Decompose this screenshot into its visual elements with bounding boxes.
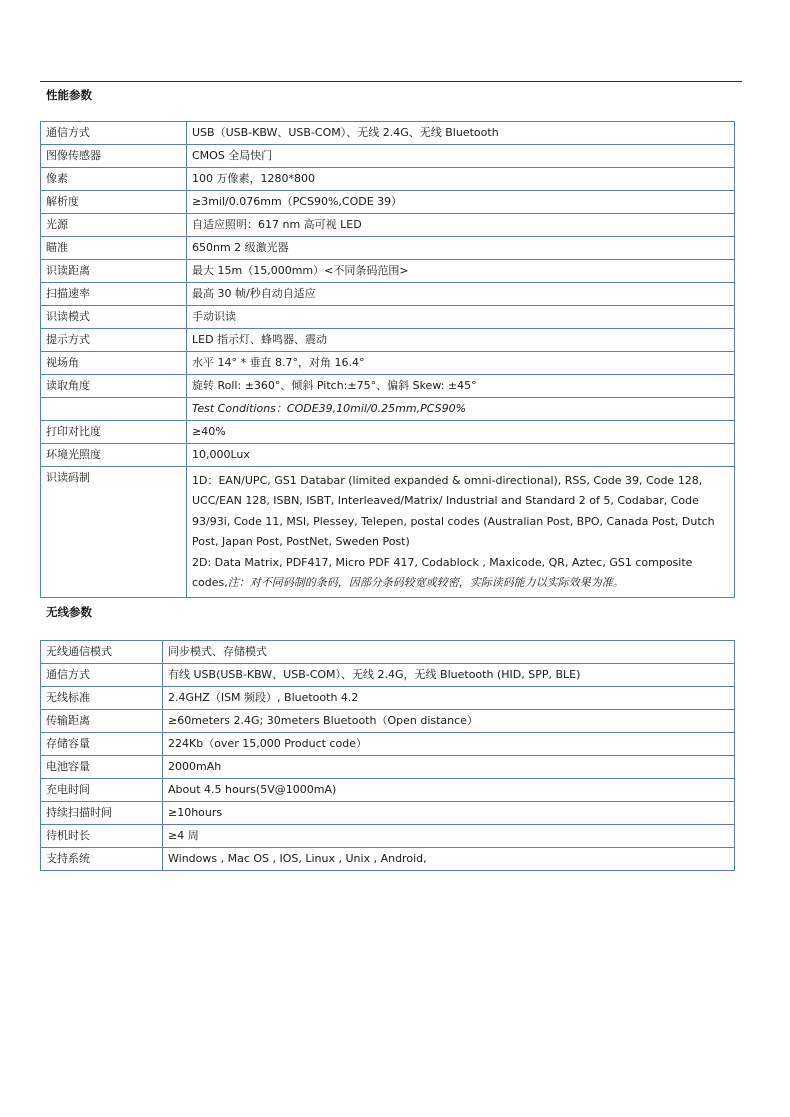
spec-key: 视场角 [41, 352, 187, 375]
table-row [41, 467, 735, 598]
spec-value: 旋转 Roll: ±360°、倾斜 Pitch:±75°、偏斜 Skew: ±45° [187, 375, 735, 398]
table-row [41, 352, 735, 375]
spec-value: ≥4 周 [163, 825, 735, 848]
spec-value: 最高 30 帧/秒自动自适应 [187, 283, 735, 306]
table-row [41, 375, 735, 398]
symbologies-line: Post, Japan Post, PostNet, Sweden Post) [192, 535, 410, 549]
symbologies-note: 注：对不同码制的条码，因部分条码较宽或较密，实际读码能力以实际效果为准。 [227, 576, 624, 590]
spec-value: About 4.5 hours(5V@1000mA) [163, 779, 735, 802]
table-row [41, 237, 735, 260]
spec-key: 无线通信模式 [41, 641, 163, 664]
table-row [41, 687, 735, 710]
spec-key: 识读距离 [41, 260, 187, 283]
table-row [41, 398, 735, 421]
spec-key: 扫描速率 [41, 283, 187, 306]
spec-key: 提示方式 [41, 329, 187, 352]
spec-key: 无线标准 [41, 687, 163, 710]
table-row [41, 779, 735, 802]
table-row [41, 168, 735, 191]
table-row [41, 421, 735, 444]
symbologies-prefix: codes, [192, 576, 228, 590]
table-row [41, 848, 735, 871]
spec-value: ≥3mil/0.076mm（PCS90%,CODE 39） [187, 191, 735, 214]
spec-value: CMOS 全局快门 [187, 145, 735, 168]
symbologies-line: 93/93i, Code 11, MSI, Plessey, Telepen, postal codes (Australian Post, BPO, Canada Post, Dutch [192, 514, 715, 528]
spec-value: 2000mAh [163, 756, 735, 779]
spec-value: 2.4GHZ（ISM 频段）, Bluetooth 4.2 [163, 687, 735, 710]
table-row [41, 641, 735, 664]
table-row [41, 444, 735, 467]
spec-key: 瞄准 [41, 237, 187, 260]
spec-key: 光源 [41, 214, 187, 237]
spec-value: LED 指示灯、蜂鸣器、震动 [187, 329, 735, 352]
symbologies-line: 2D: Data Matrix, PDF417, Micro PDF 417, Codablock , Maxicode, QR, Aztec, GS1 composite [192, 555, 693, 569]
spec-value: 手动识读 [187, 306, 735, 329]
test-conditions-note: Test Conditions：CODE39,10mil/0.25mm,PCS90% [187, 398, 735, 421]
spec-value: ≥10hours [163, 802, 735, 825]
performance-table [40, 121, 735, 598]
spec-key: 存储容量 [41, 733, 163, 756]
spec-value: 最大 15m（15,000mm）<不同条码范围> [187, 260, 735, 283]
spec-value: USB（USB-KBW、USB-COM）、无线 2.4G、无线 Bluetooth [187, 122, 735, 145]
spec-value: 650nm 2 级激光器 [187, 237, 735, 260]
spec-key: 通信方式 [41, 664, 163, 687]
spec-key: 通信方式 [41, 122, 187, 145]
spec-key: 识读模式 [41, 306, 187, 329]
spec-key: 电池容量 [41, 756, 163, 779]
table-row [41, 329, 735, 352]
spec-value: 水平 14° * 垂直 8.7°，对角 16.4° [187, 352, 735, 375]
spec-value: 10,000Lux [187, 444, 735, 467]
table-row [41, 733, 735, 756]
spec-key: 解析度 [41, 191, 187, 214]
spec-key: 图像传感器 [41, 145, 187, 168]
spec-key: 充电时间 [41, 779, 163, 802]
wireless-table [40, 640, 735, 871]
spec-key: 读取角度 [41, 375, 187, 398]
symbologies-line: 1D：EAN/UPC, GS1 Databar (limited expanded & omni-directional), RSS, Code 39, Code 128, [192, 474, 703, 487]
table-row [41, 122, 735, 145]
wireless-section-title: 无线参数 [46, 605, 92, 619]
table-row [41, 145, 735, 168]
table-row [41, 825, 735, 848]
performance-section-title: 性能参数 [46, 88, 92, 102]
spec-key: 像素 [41, 168, 187, 191]
spec-value: 自适应照明：617 nm 高可视 LED [187, 214, 735, 237]
spec-value: 224Kb（over 15,000 Product code） [163, 733, 735, 756]
spec-key: 持续扫描时间 [41, 802, 163, 825]
spec-value: ≥40% [187, 421, 735, 444]
spec-value: 有线 USB(USB-KBW、USB-COM）、无线 2.4G，无线 Bluetooth (HID, SPP, BLE) [163, 664, 735, 687]
spec-value: 同步模式、存储模式 [163, 641, 735, 664]
symbologies-value [187, 467, 735, 598]
spec-value: 100 万像素，1280*800 [187, 168, 735, 191]
symbologies-line [192, 573, 729, 593]
table-row [41, 664, 735, 687]
spec-key: 环境光照度 [41, 444, 187, 467]
spec-key [41, 398, 187, 421]
table-row [41, 306, 735, 329]
table-row [41, 802, 735, 825]
spec-value: ≥60meters 2.4G; 30meters Bluetooth（Open distance） [163, 710, 735, 733]
table-row [41, 260, 735, 283]
symbologies-line: UCC/EAN 128, ISBN, ISBT, Interleaved/Matrix/ Industrial and Standard 2 of 5, Codabar, Code [192, 494, 699, 508]
spec-key: 识读码制 [41, 467, 187, 598]
table-row [41, 756, 735, 779]
top-divider [40, 81, 742, 82]
spec-key: 打印对比度 [41, 421, 187, 444]
spec-key: 待机时长 [41, 825, 163, 848]
table-row [41, 214, 735, 237]
table-row [41, 191, 735, 214]
spec-key: 支持系统 [41, 848, 163, 871]
table-row [41, 283, 735, 306]
table-row [41, 710, 735, 733]
spec-value: Windows , Mac OS , IOS, Linux , Unix , Android, [163, 848, 735, 871]
spec-key: 传输距离 [41, 710, 163, 733]
